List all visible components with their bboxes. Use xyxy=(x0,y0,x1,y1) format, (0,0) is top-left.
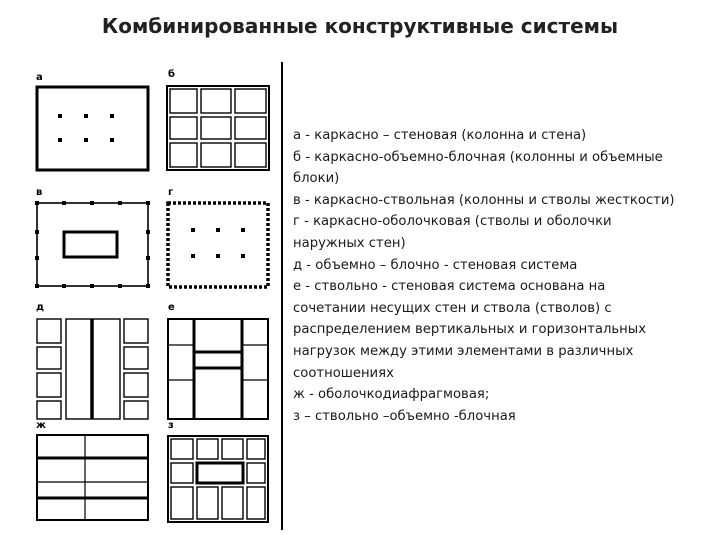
plan-v xyxy=(35,201,150,288)
plan-label-zh: ж xyxy=(36,420,46,431)
plan-a xyxy=(37,87,148,170)
plan-z xyxy=(168,436,268,522)
plan-zh xyxy=(37,435,148,520)
legend-line: соотношениях xyxy=(293,365,394,381)
plan-label-a: а xyxy=(36,72,43,83)
plan-label-b: б xyxy=(168,69,175,80)
legend-line: а - каркасно – стеновая (колонна и стена) xyxy=(293,128,587,143)
legend-text xyxy=(293,125,713,427)
plan-label-z: з xyxy=(168,420,174,431)
legend-line: г - каркасно-оболочковая (стволы и оболочки xyxy=(293,214,612,230)
legend-line: ж - оболочкодиафрагмовая; xyxy=(293,387,490,403)
legend-line: в - каркасно-ствольная (колонны и стволы жесткости) xyxy=(293,192,675,208)
plan-label-v: в xyxy=(36,187,43,198)
legend-line: блоки) xyxy=(293,171,340,187)
plan-g xyxy=(168,203,268,287)
legend-line: наружных стен) xyxy=(293,235,406,251)
legend-line: б - каркасно-объемно-блочная (колонны и объемные xyxy=(293,149,663,165)
legend-line: з – ствольно –объемно -блочная xyxy=(293,408,516,424)
plan-label-d: д xyxy=(36,302,45,313)
plan-e xyxy=(168,319,268,419)
plan-label-e: е xyxy=(168,302,175,313)
plan-b xyxy=(167,86,269,170)
legend-line: распределением вертикальных и горизонтальных xyxy=(293,322,647,338)
legend-line: нагрузок между этими элементами в различных xyxy=(293,343,634,359)
legend-line: е - ствольно - стеновая система основана на xyxy=(293,279,606,295)
vertical-divider xyxy=(281,62,283,530)
slide-title: Комбинированные конструктивные системы xyxy=(101,14,619,38)
plan-d xyxy=(37,319,148,419)
plan-label-g: г xyxy=(168,187,174,198)
legend-line: д - объемно – блочно - стеновая система xyxy=(293,257,578,273)
legend-line: сочетании несущих стен и ствола (стволов) с xyxy=(293,300,612,316)
